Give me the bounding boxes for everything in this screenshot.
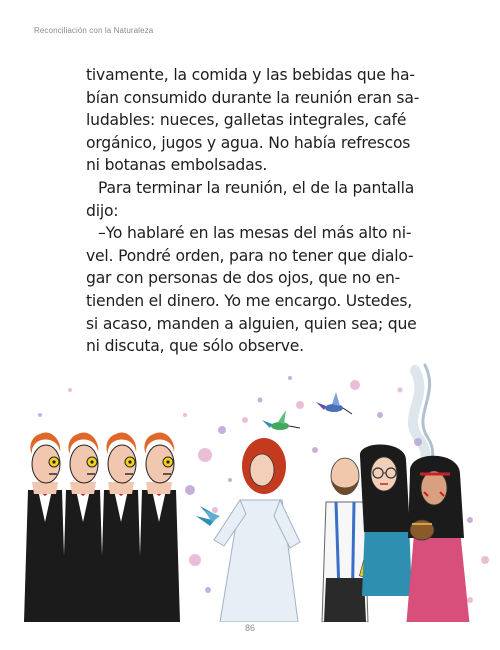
businessman-figure xyxy=(100,433,142,622)
woman-glasses-figure xyxy=(360,444,412,596)
text-line: dijo: xyxy=(86,201,119,220)
businessman-figure xyxy=(62,433,104,622)
text-line: ludables: nueces, galletas integrales, café xyxy=(86,111,407,130)
text-line: tienden el dinero. Yo me encargo. Ustedes, xyxy=(86,291,413,310)
businessman-figure xyxy=(138,433,180,622)
running-header: Reconciliación con la Naturaleza xyxy=(34,26,154,35)
text-line: ni discuta, que sólo observe. xyxy=(86,337,304,356)
text-line: gar con personas de dos ojos, que no en- xyxy=(86,269,401,288)
text-line: orgánico, jugos y agua. No había refrescos xyxy=(86,133,411,152)
text-line: bían consumido durante la reunión eran sa- xyxy=(86,88,420,107)
businessman-figure xyxy=(24,433,66,622)
text-line: Para terminar la reunión, el de la pantalla xyxy=(98,178,415,197)
hummingbird-icon xyxy=(262,410,300,430)
page-number: 86 xyxy=(244,623,255,633)
body-text xyxy=(86,64,420,358)
text-line: –Yo hablaré en las mesas del más alto ni- xyxy=(98,224,412,243)
woman-magenta-dress-figure xyxy=(406,456,470,622)
text-line: tivamente, la comida y las bebidas que ha- xyxy=(86,66,415,84)
text-line: ni botanas embolsadas. xyxy=(86,156,268,175)
text-line: si acaso, manden a alguien, quien sea; que xyxy=(86,314,417,333)
hummingbird-icon xyxy=(316,392,352,414)
text-line: vel. Pondré orden, para no tener que dialo- xyxy=(86,246,414,265)
woman-in-white-figure xyxy=(196,438,300,622)
story-illustration xyxy=(0,360,500,622)
